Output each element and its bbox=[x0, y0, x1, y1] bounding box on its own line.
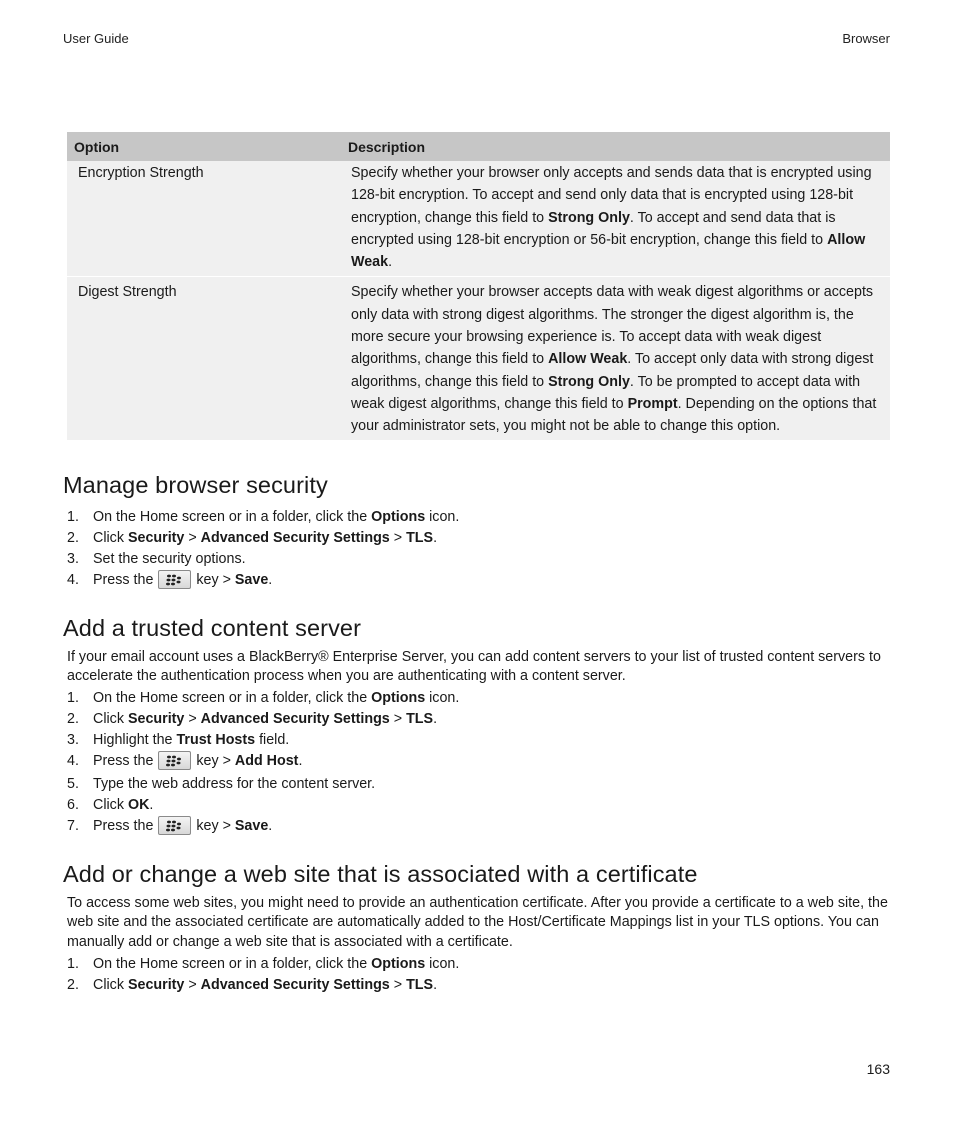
trusted-server-intro: If your email account uses a BlackBerry® Enterprise Server, you can add content servers to your list of trusted content servers to accelerate the authentication process when you are authenticating with a content server. bbox=[67, 649, 881, 685]
list-item: 4. Press the key > Add Host. bbox=[67, 753, 303, 769]
certificate-intro: To access some web sites, you might need to provide an authentication certificate. After you provide a certificate to a web site, the web site and the associated certificate are automatically added to the Host/Certificate Mappings list in your TLS options. You can manually add or change a web site that is associated with a certificate. bbox=[67, 895, 888, 950]
list-item: 3. Highlight the Trust Hosts field. bbox=[67, 732, 290, 748]
manage-security-steps bbox=[67, 507, 459, 593]
list-item: 6. Click OK. bbox=[67, 797, 154, 813]
list-item: 7. Press the key > Save. bbox=[67, 818, 273, 834]
blackberry-menu-key-icon bbox=[158, 570, 191, 589]
page-number: 163 bbox=[866, 1061, 890, 1077]
list-item: 1. On the Home screen or in a folder, click the Options icon. bbox=[67, 956, 460, 972]
list-item: 1. On the Home screen or in a folder, click the Options icon. bbox=[67, 509, 460, 525]
list-item: 5. Type the web address for the content server. bbox=[67, 776, 376, 792]
table-row bbox=[67, 161, 890, 277]
table-header-row bbox=[67, 132, 890, 161]
header-chapter-title: Browser bbox=[842, 31, 890, 46]
list-item: 4. Press the key > Save. bbox=[67, 572, 273, 588]
section-heading-manage-browser-security: Manage browser security bbox=[63, 472, 328, 498]
trusted-server-steps bbox=[67, 688, 459, 839]
certificate-steps bbox=[67, 954, 459, 996]
section-heading-certificate-web-site: Add or change a web site that is associated with a certificate bbox=[63, 861, 698, 887]
list-item: 2. Click Security > Advanced Security Settings > TLS. bbox=[67, 530, 438, 546]
option-description: Specify whether your browser accepts data with weak digest algorithms or accepts only data with strong digest algorithms. The stronger the digest algorithm is, the more secure your browsing experience is. To accept data with weak digest algorithms, change this field to Allow Weak. To accept only data with strong digest algorithms, change this field to Strong Only. To be prompted to accept data with weak digest algorithms, change this field to Prompt. Depending on the options that your administrator sets, you might not be able to change this option. bbox=[341, 277, 890, 440]
blackberry-menu-key-icon bbox=[158, 751, 191, 770]
option-column-header: Option bbox=[67, 132, 341, 161]
description-column-header: Description bbox=[341, 132, 890, 161]
list-item: 3. Set the security options. bbox=[67, 551, 246, 567]
option-name: Encryption Strength bbox=[67, 161, 341, 277]
table-row bbox=[67, 277, 890, 440]
option-description: Specify whether your browser only accepts and sends data that is encrypted using 128-bit encryption. To accept and send only data that is encrypted using 128-bit encryption, change this field to Strong Only. To accept and send data that is encrypted using 128-bit encryption or 56-bit encryption, change this field to Allow Weak. bbox=[341, 161, 890, 277]
section-heading-add-trusted-content-server: Add a trusted content server bbox=[63, 615, 362, 641]
options-table bbox=[67, 132, 890, 440]
list-item: 2. Click Security > Advanced Security Settings > TLS. bbox=[67, 977, 438, 993]
option-name: Digest Strength bbox=[67, 277, 341, 440]
blackberry-menu-key-icon bbox=[158, 816, 191, 835]
list-item: 2. Click Security > Advanced Security Settings > TLS. bbox=[67, 711, 438, 727]
header-guide-title: User Guide bbox=[63, 31, 129, 46]
list-item: 1. On the Home screen or in a folder, click the Options icon. bbox=[67, 690, 460, 706]
